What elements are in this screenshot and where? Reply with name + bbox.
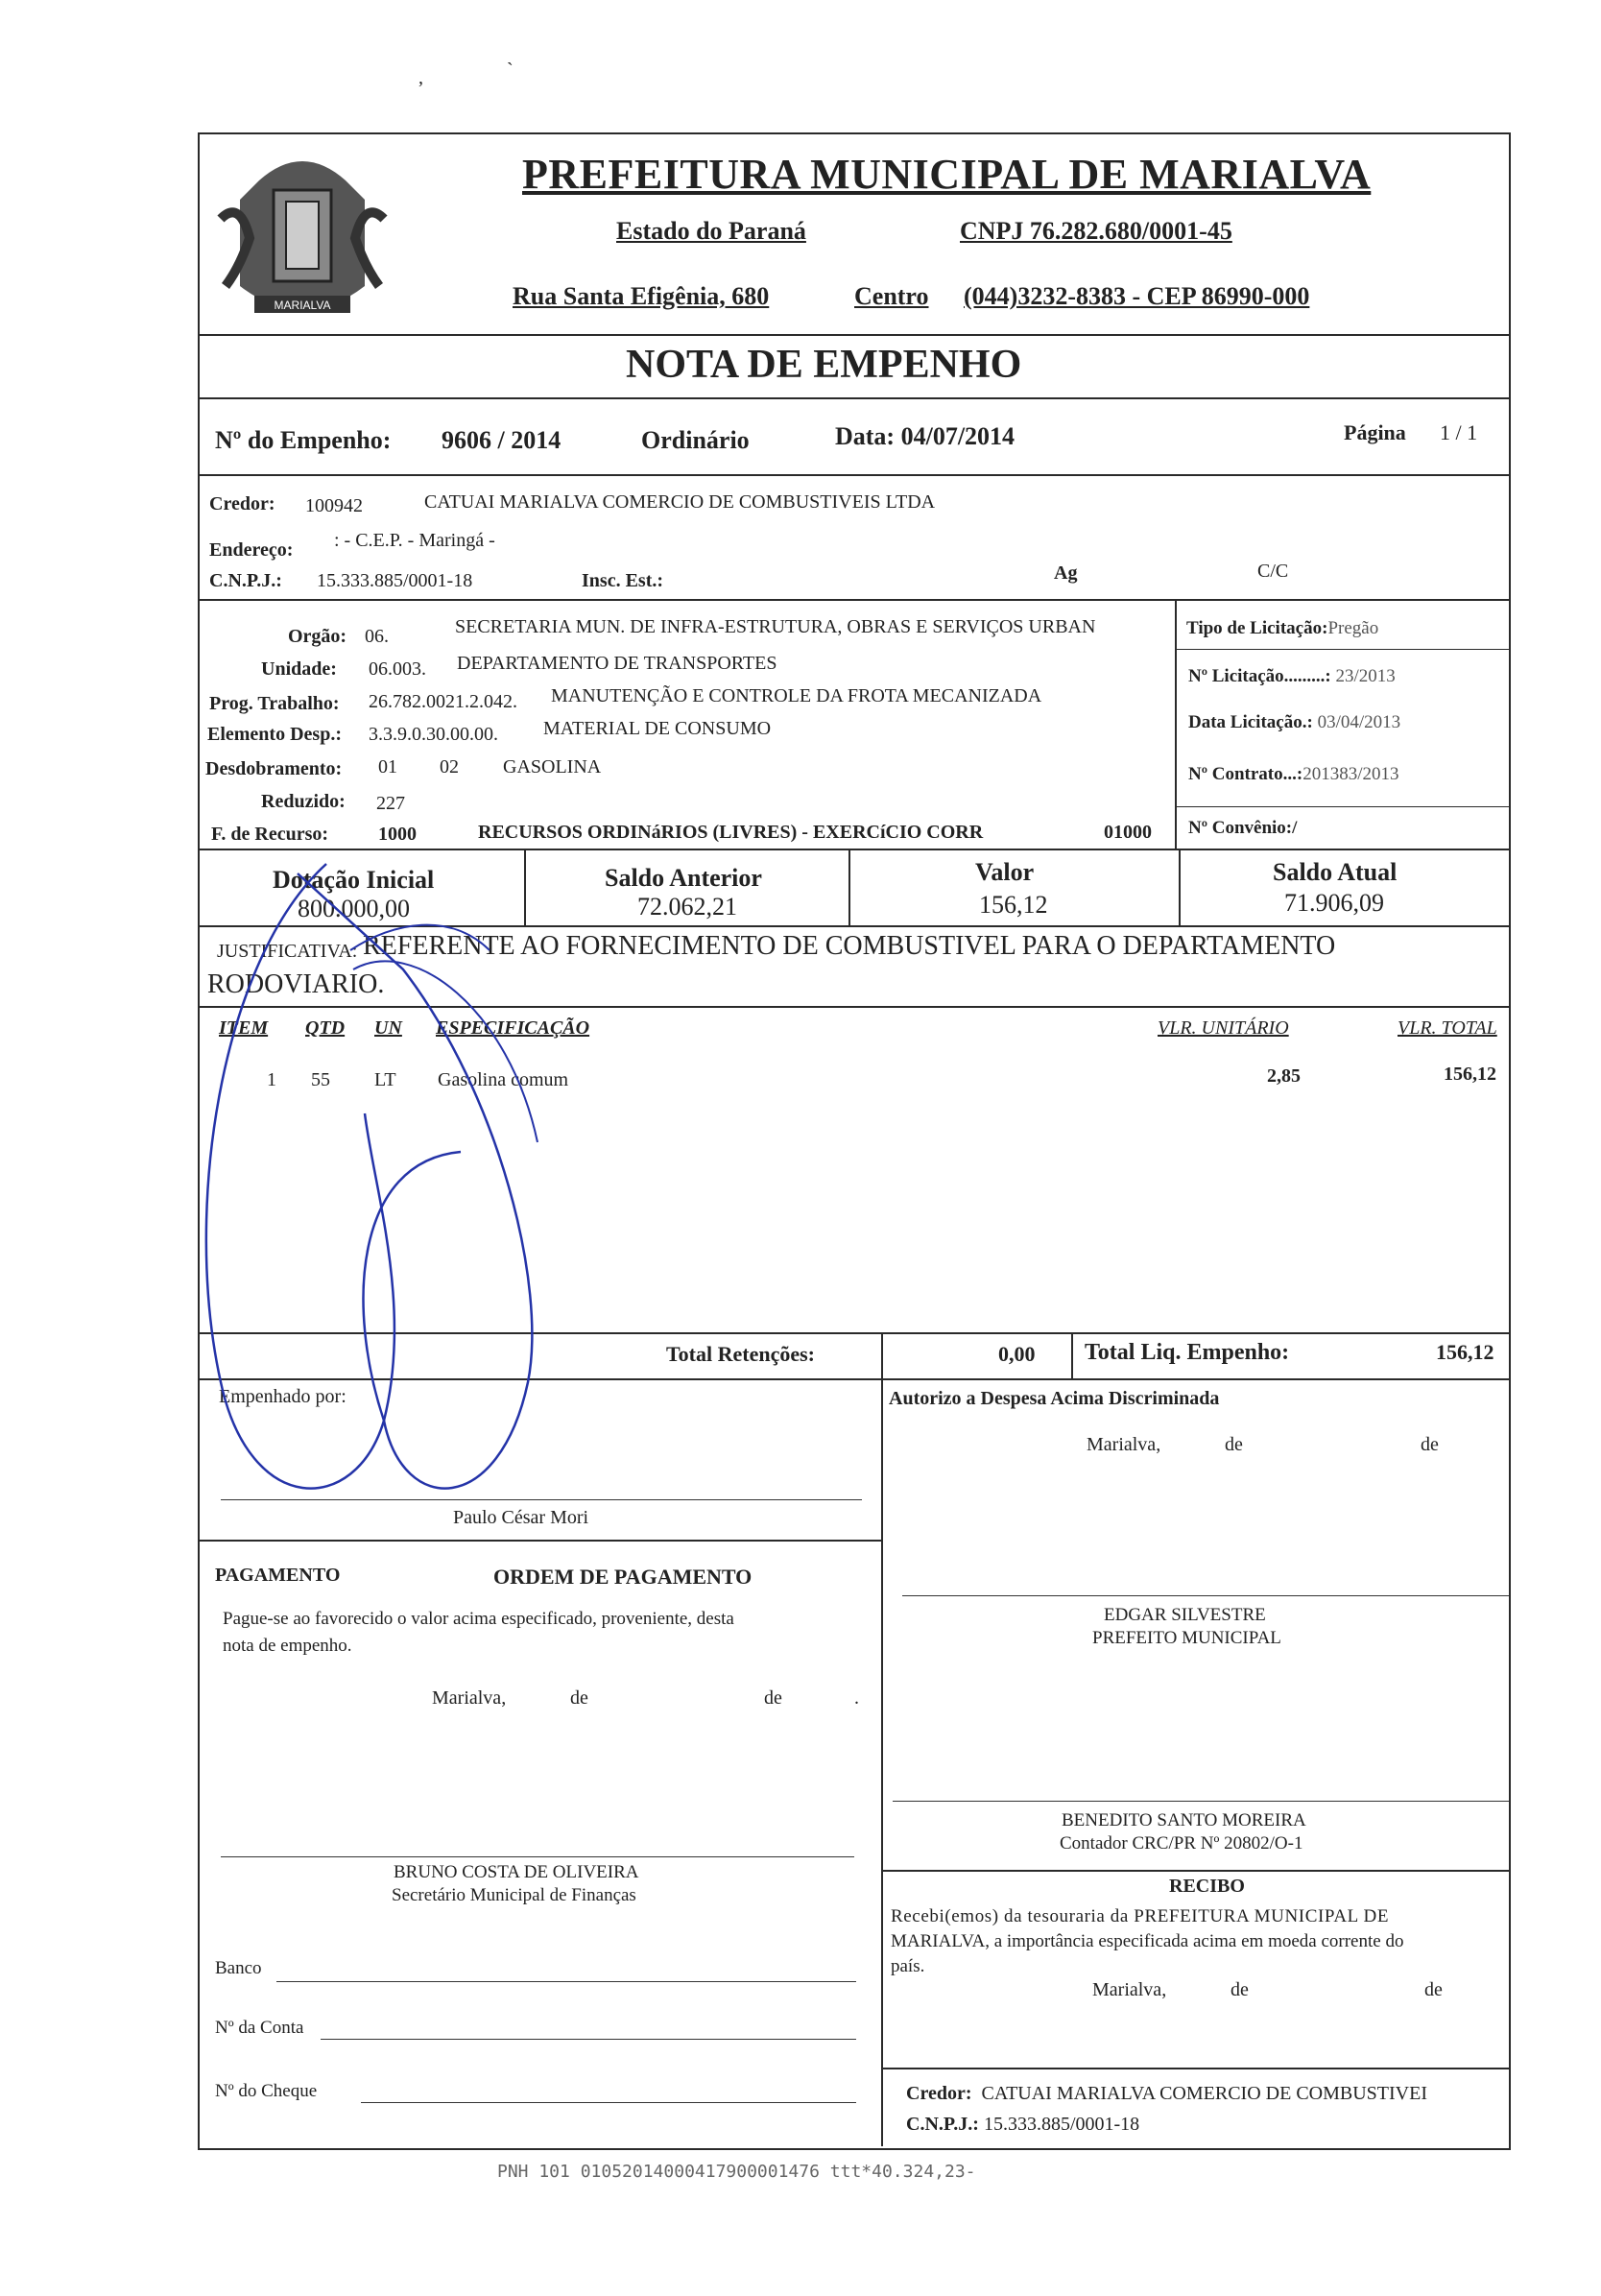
cnpj-header: CNPJ 76.282.680/0001-45 xyxy=(960,217,1232,245)
page-number: 1 / 1 xyxy=(1440,420,1478,444)
col-vlr-unitario: VLR. UNITÁRIO xyxy=(1158,1017,1289,1039)
pagamento-dot: . xyxy=(854,1687,859,1709)
empenho-number: 9606 / 2014 xyxy=(442,426,562,454)
empenho-number-label: Nº do Empenho: xyxy=(215,426,392,454)
divider xyxy=(198,1540,883,1542)
recurso-code: 1000 xyxy=(378,824,417,845)
pagamento-de-2: de xyxy=(764,1687,782,1709)
desdobramento-name: GASOLINA xyxy=(503,756,602,777)
total-liquido-value: 156,12 xyxy=(1436,1340,1494,1364)
unidade-label: Unidade: xyxy=(261,658,337,680)
unidade-name: DEPARTAMENTO DE TRANSPORTES xyxy=(457,653,777,674)
justificativa-text-2: RODOVIARIO. xyxy=(207,969,385,999)
endereco-value: : - C.E.P. - Maringá - xyxy=(334,530,495,551)
divider xyxy=(1179,849,1181,925)
banco-line xyxy=(276,1981,856,1982)
col-especificacao: ESPECIFICAÇÃO xyxy=(436,1017,590,1039)
address: Rua Santa Efigênia, 680 xyxy=(513,282,770,310)
recibo-local: Marialva, xyxy=(1092,1979,1167,2000)
item-number: 1 xyxy=(267,1069,276,1090)
prog-name: MANUTENÇÃO E CONTROLE DA FROTA MECANIZADA xyxy=(551,685,1042,706)
divider xyxy=(198,1378,1509,1380)
divider xyxy=(198,474,1509,476)
licitacao-data: Data Licitação.: 03/04/2013 xyxy=(1188,712,1401,732)
divider xyxy=(198,925,1509,927)
divider xyxy=(881,1332,883,1378)
col-qtd: QTD xyxy=(305,1017,346,1039)
col-item: ITEM xyxy=(219,1017,269,1039)
recibo-texto-2: MARIALVA, a importância especificada acima em moeda corrente do xyxy=(891,1931,1404,1951)
doc-title: NOTA DE EMPENHO xyxy=(626,343,1022,387)
page-title: PREFEITURA MUNICIPAL DE MARIALVA xyxy=(522,151,1372,198)
recibo-title: RECIBO xyxy=(1169,1876,1245,1897)
empenhado-por-label: Empenhado por: xyxy=(219,1386,346,1407)
justificativa-text-1: REFERENTE AO FORNECIMENTO DE COMBUSTIVEL PARA O DEPARTAMENTO xyxy=(363,931,1336,961)
divider xyxy=(198,599,1509,601)
secretario-cargo: Secretário Municipal de Finanças xyxy=(392,1885,636,1905)
licitacao-tipo: Tipo de Licitação:Pregão xyxy=(1186,618,1379,638)
recibo-texto-1: Recebi(emos) da tesouraria da PREFEITURA MUNICIPAL DE xyxy=(891,1906,1390,1926)
unidade-code: 06.003. xyxy=(369,658,426,680)
divider xyxy=(881,1870,1509,1872)
reduzido-value: 227 xyxy=(376,793,405,814)
dotacao-inicial-label: Dotação Inicial xyxy=(273,866,435,894)
insc-est-label: Insc. Est.: xyxy=(582,570,664,591)
empenho-type: Ordinário xyxy=(641,426,750,454)
divider xyxy=(1175,599,1177,849)
prog-code: 26.782.0021.2.042. xyxy=(369,691,517,712)
divider xyxy=(1175,806,1509,807)
cheque-line xyxy=(361,2102,856,2103)
justificativa-label: JUSTIFICATIVA: xyxy=(217,941,358,962)
pagamento-texto-2: nota de empenho. xyxy=(223,1636,352,1656)
total-retencoes-label: Total Retenções: xyxy=(666,1342,815,1366)
signature-line xyxy=(221,1856,854,1857)
empenho-date: Data: 04/07/2014 xyxy=(835,422,1016,450)
cnpj-label: C.N.P.J.: xyxy=(209,570,282,591)
saldo-anterior-value: 72.062,21 xyxy=(637,893,737,921)
divider xyxy=(198,849,1509,850)
divider xyxy=(198,397,1509,399)
item-vlr-total: 156,12 xyxy=(1444,1064,1496,1085)
saldo-atual-label: Saldo Atual xyxy=(1273,858,1398,886)
reduzido-label: Reduzido: xyxy=(261,791,346,812)
pagamento-local: Marialva, xyxy=(432,1687,507,1709)
recurso-number: 01000 xyxy=(1104,822,1152,843)
prefeito-nome: EDGAR SILVESTRE xyxy=(1104,1605,1266,1625)
contador-cargo: Contador CRC/PR Nº 20802/O-1 xyxy=(1060,1833,1303,1854)
divider xyxy=(198,334,1509,336)
col-un: UN xyxy=(374,1017,402,1039)
coat-of-arms-icon xyxy=(202,142,403,344)
desdobramento-b: 02 xyxy=(440,756,459,777)
item-especificacao: Gasolina comum xyxy=(438,1069,569,1090)
phone-cep: (044)3232-8383 - CEP 86990-000 xyxy=(964,282,1310,310)
dotacao-inicial-value: 800.000,00 xyxy=(298,895,410,922)
secretario-nome: BRUNO COSTA DE OLIVEIRA xyxy=(394,1862,639,1882)
recurso-label: F. de Recurso: xyxy=(211,824,329,845)
credor-name: CATUAI MARIALVA COMERCIO DE COMBUSTIVEIS LTDA xyxy=(424,491,936,513)
orgao-name: SECRETARIA MUN. DE INFRA-ESTRUTURA, OBRAS E SERVIÇOS URBAN xyxy=(455,616,1096,637)
orgao-label: Orgão: xyxy=(288,626,347,647)
stray-mark-1: , xyxy=(418,67,423,88)
pagamento-texto-1: Pague-se ao favorecido o valor acima especificado, proveniente, desta xyxy=(223,1609,734,1629)
credor-code: 100942 xyxy=(305,495,363,516)
stray-mark-2: ` xyxy=(507,60,514,81)
divider xyxy=(524,849,526,925)
elemento-label: Elemento Desp.: xyxy=(207,724,342,745)
desdobramento-a: 01 xyxy=(378,756,397,777)
total-liquido-label: Total Liq. Empenho: xyxy=(1085,1340,1290,1365)
col-vlr-total: VLR. TOTAL xyxy=(1398,1017,1497,1039)
conta-label: Nº da Conta xyxy=(215,2018,304,2038)
divider xyxy=(1071,1332,1073,1378)
licitacao-numero: Nº Licitação.........: 23/2013 xyxy=(1188,666,1396,686)
saldo-anterior-label: Saldo Anterior xyxy=(605,864,762,892)
divider xyxy=(881,1378,883,2146)
divider xyxy=(848,849,850,925)
recibo-texto-3: país. xyxy=(891,1956,925,1976)
divider xyxy=(881,2068,1509,2069)
cheque-label: Nº do Cheque xyxy=(215,2081,318,2101)
signature-line xyxy=(893,1801,1509,1802)
signature-line xyxy=(902,1595,1509,1596)
autorizo-de-1: de xyxy=(1225,1434,1243,1455)
banco-label: Banco xyxy=(215,1958,262,1978)
autorizo-de-2: de xyxy=(1421,1434,1439,1455)
conta-line xyxy=(321,2039,856,2040)
desdobramento-label: Desdobramento: xyxy=(205,758,343,779)
endereco-label: Endereço: xyxy=(209,539,294,561)
valor-value: 156,12 xyxy=(979,891,1048,919)
credor-label: Credor: xyxy=(209,493,275,514)
recurso-name: RECURSOS ORDINáRIOS (LIVRES) - EXERCíCIO CORR xyxy=(478,822,984,843)
recibo-credor: Credor: CATUAI MARIALVA COMERCIO DE COMBUSTIVEI xyxy=(906,2083,1427,2104)
elemento-name: MATERIAL DE CONSUMO xyxy=(543,718,772,739)
item-qtd: 55 xyxy=(311,1069,330,1090)
footer-code: PNH 101 01052014000417900001476 ttt*40.324,23- xyxy=(497,2162,976,2182)
district: Centro xyxy=(854,282,929,310)
ag-label: Ag xyxy=(1054,562,1078,584)
orgao-code: 06. xyxy=(365,626,389,647)
total-retencoes-value: 0,00 xyxy=(998,1342,1036,1366)
autorizo-local: Marialva, xyxy=(1087,1434,1161,1455)
page-label: Página xyxy=(1344,420,1406,444)
divider xyxy=(198,1006,1509,1008)
divider xyxy=(198,1332,1509,1334)
prog-label: Prog. Trabalho: xyxy=(209,693,340,714)
recibo-de-1: de xyxy=(1231,1979,1249,2000)
saldo-atual-value: 71.906,09 xyxy=(1284,889,1384,917)
contador-nome: BENEDITO SANTO MOREIRA xyxy=(1062,1810,1306,1830)
credor-cnpj: 15.333.885/0001-18 xyxy=(317,570,473,591)
recibo-cnpj: C.N.P.J.: 15.333.885/0001-18 xyxy=(906,2114,1140,2135)
valor-label: Valor xyxy=(975,858,1035,886)
signature-line xyxy=(221,1499,862,1500)
prefeito-cargo: PREFEITO MUNICIPAL xyxy=(1092,1628,1281,1648)
divider xyxy=(1175,649,1509,650)
cc-label: C/C xyxy=(1257,561,1289,582)
item-un: LT xyxy=(374,1069,396,1090)
recibo-de-2: de xyxy=(1424,1979,1443,2000)
elemento-code: 3.3.9.0.30.00.00. xyxy=(369,724,498,745)
convenio-numero: Nº Convênio:/ xyxy=(1188,818,1298,838)
empenhado-nome: Paulo César Mori xyxy=(453,1507,589,1528)
svg-text:MARIALVA: MARIALVA xyxy=(274,299,331,312)
contrato-numero: Nº Contrato...:201383/2013 xyxy=(1188,764,1399,784)
autorizo-text: Autorizo a Despesa Acima Discriminada xyxy=(889,1388,1220,1409)
pagamento-de-1: de xyxy=(570,1687,588,1709)
ordem-pagamento-title: ORDEM DE PAGAMENTO xyxy=(493,1565,753,1589)
state-name: Estado do Paraná xyxy=(616,217,806,245)
item-vlr-unitario: 2,85 xyxy=(1267,1065,1301,1087)
pagamento-label: PAGAMENTO xyxy=(215,1565,341,1586)
